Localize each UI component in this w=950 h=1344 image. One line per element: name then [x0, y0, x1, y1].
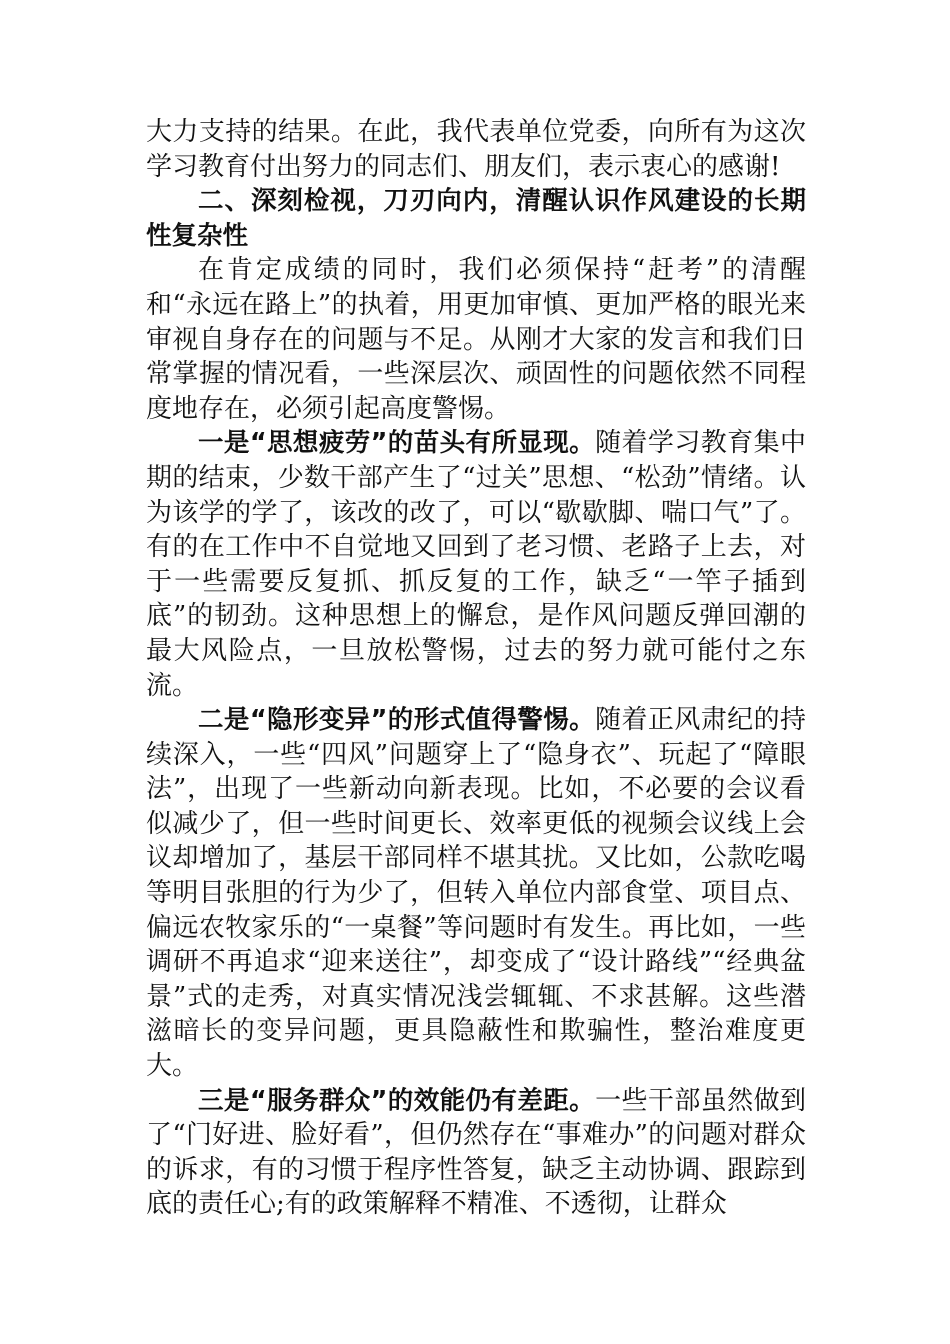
paragraph-text: 随着学习教育集中期的结束，少数干部产生了“过关”思想、“松劲”情绪。认为该学的学了，该改的改了，可以“歇歇脚、喘口气”了。有的在工作中不自觉地又回到了老习惯、老路子上去，对于一些需要反复抓、抓反复的工作，缺乏“一竿子插到底”的韧劲。这种思想上的懈怠，是作风问题反弹回潮的最大风险点，一旦放松警惕，过去的努力就可能付之东流。: [146, 428, 806, 701]
paragraph-intro: [146, 253, 806, 426]
paragraph-text: 大力支持的结果。在此，我代表单位党委，向所有为这次学习教育付出努力的同志们、朋友们，表示衷心的感谢!: [146, 117, 806, 182]
paragraph-text: 在肯定成绩的同时，我们必须保持“赶考”的清醒和“永远在路上”的执着，用更加审慎、更加严格的眼光来审视自身存在的问题与不足。从刚才大家的发言和我们日常掌握的情况看，一些深层次、顽固性的问题依然不同程度地存在，必须引起高度警惕。: [146, 255, 806, 424]
paragraph-point-three: [146, 1084, 806, 1222]
paragraph-text: 一些干部虽然做到了“门好进、脸好看”，但仍然存在“事难办”的问题对群众的诉求，有的习惯于程序性答复，缺乏主动协调、跟踪到底的责任心;有的政策解释不精准、不透彻，让群众: [146, 1085, 806, 1220]
paragraph-point-one: [146, 426, 806, 703]
paragraph-lead: 三是“服务群众”的效能仍有差距。: [198, 1085, 596, 1116]
paragraph-lead: 一是“思想疲劳”的苗头有所显现。: [198, 428, 596, 459]
section-heading-text: 二、深刻检视，刀刃向内，清醒认识作风建设的长期性复杂性: [146, 186, 806, 251]
paragraph-point-two: [146, 703, 806, 1084]
document-body: [146, 115, 806, 1222]
section-heading: [146, 184, 806, 253]
paragraph-continuation: [146, 115, 806, 184]
paragraph-text: 随着正风肃纪的持续深入，一些“四风”问题穿上了“隐身衣”、玩起了“障眼法”，出现了一些新动向新表现。比如，不必要的会议看似减少了，但一些时间更长、效率更低的视频会议线上会议却增加了，基层干部同样不堪其扰。又比如，公款吃喝等明目张胆的行为少了，但转入单位内部食堂、项目点、偏远农牧家乐的“一桌餐”等问题时有发生。再比如，一些调研不再追求“迎来送往”，却变成了“设计路线”“经典盆景”式的走秀，对真实情况浅尝辄辄、不求甚解。这些潜滋暗长的变异问题，更具隐蔽性和欺骗性，整治难度更大。: [146, 705, 806, 1082]
paragraph-lead: 二是“隐形变异”的形式值得警惕。: [198, 705, 596, 736]
